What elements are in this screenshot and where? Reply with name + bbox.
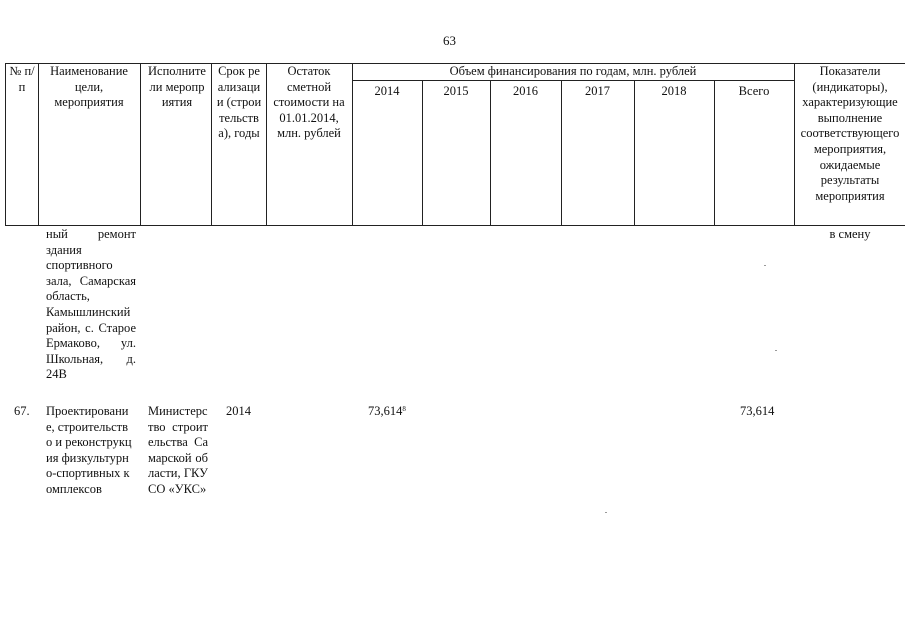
header-num: № п/п [9, 64, 35, 94]
continued-name-tail: ный ремонт здания спортивного зала, Самарская область, Камышлинский район, с. Старое Ермаково, ул. Школьная, д. 24В [46, 227, 136, 382]
row-term: 2014 [226, 404, 251, 418]
scan-speck [605, 512, 607, 513]
header-executors: Исполнители мероприятия [148, 64, 206, 110]
row-num: 67. [14, 404, 30, 418]
continued-indicator-tail: в смену [829, 227, 871, 241]
header-name: Наименование цели, мероприятия [50, 64, 128, 110]
header-year-2016: 2016 [513, 84, 538, 98]
header-year-2014: 2014 [374, 84, 400, 98]
row-executors: Министерство строительства Самарской области, ГКУ СО «УКС» [148, 404, 208, 496]
scan-speck [775, 350, 777, 351]
row-total: 73,614 [740, 404, 775, 418]
header-funding: Объем финансирования по годам, млн. рублей [449, 64, 697, 78]
header-year-2018: 2018 [661, 84, 687, 98]
footnote-marker: 8 [402, 405, 406, 413]
header-remainder: Остаток сметной стоимости на 01.01.2014, млн. рублей [273, 64, 345, 141]
row-remainder [368, 404, 406, 420]
row-remainder-value: 73,614 [368, 404, 403, 418]
page-number: 63 [443, 33, 456, 48]
header-year-2017: 2017 [585, 84, 610, 98]
header-total: Всего [738, 84, 770, 98]
scan-speck [764, 265, 766, 266]
header-term: Срок реализации (строительства), годы [216, 64, 262, 141]
row-name: Проектирование, строительство и реконструкция физкультурно-спортивных комплексов [46, 404, 132, 496]
header-year-2015: 2015 [443, 84, 469, 98]
header-indicators: Показатели (индикаторы), характеризующие выполнение соответствующего мероприятия, ожидаемые результаты мероприятия [800, 64, 900, 203]
